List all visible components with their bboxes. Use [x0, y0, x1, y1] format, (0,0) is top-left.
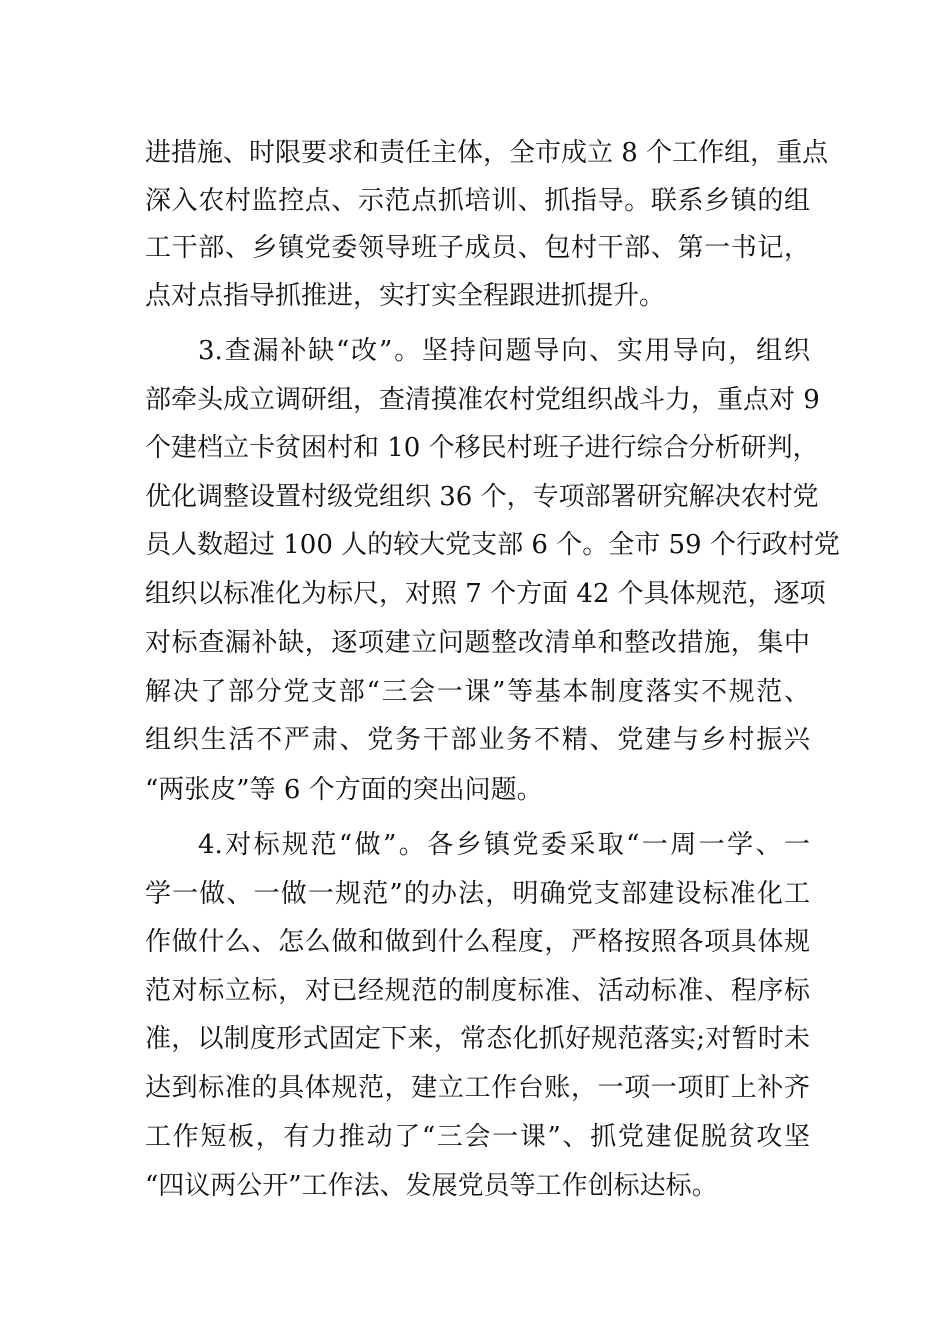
text-line: 点对点指导抓推进，实打实全程跟进抓提升。	[145, 281, 666, 311]
text-line: 员人数超过 100 人的较大党支部 6 个。全市 59 个行政村党	[145, 530, 840, 560]
text-line: 达到标准的具体规范，建立工作台账，一项一项盯上补齐	[145, 1073, 810, 1103]
text-line: 作做什么、怎么做和做到什么程度，严格按照各项具体规	[145, 927, 810, 957]
text-line: 个建档立卡贫困村和 10 个移民村班子进行综合分析研判，	[145, 433, 819, 463]
text-line: 优化调整设置村级党组织 36 个，专项部署研究解决农村党	[145, 482, 819, 512]
text-line: 工干部、乡镇党委领导班子成员、包村干部、第一书记，	[145, 233, 810, 263]
text-line: “四议两公开”工作法、发展党员等工作创标达标。	[145, 1171, 718, 1201]
text-line: 对标查漏补缺，逐项建立问题整改清单和整改措施，集中	[145, 628, 810, 658]
text-line: 部牵头成立调研组，查清摸准农村党组织战斗力，重点对 9	[145, 385, 820, 415]
text-line: “两张皮”等 6 个方面的突出问题。	[145, 775, 543, 805]
text-line: 工作短板，有力推动了“三会一课”、抓党建促脱贫攻坚	[145, 1122, 810, 1152]
text-line: 组织以标准化为标尺，对照 7 个方面 42 个具体规范，逐项	[145, 579, 826, 609]
paragraph-first-line: 3.查漏补缺“改”。坚持问题导向、实用导向，组织	[198, 336, 810, 366]
text-line: 学一做、一做一规范”的办法，明确党支部建设标准化工	[145, 879, 810, 909]
text-line: 准，以制度形式固定下来，常态化抓好规范落实;对暂时未	[145, 1024, 810, 1054]
text-line: 范对标立标，对已经规范的制度标准、活动标准、程序标	[145, 976, 810, 1006]
text-line: 解决了部分党支部“三会一课”等基本制度落实不规范、	[145, 677, 810, 707]
paragraph-first-line: 4.对标规范“做”。各乡镇党委采取“一周一学、一	[198, 830, 810, 860]
text-line: 深入农村监控点、示范点抓培训、抓指导。联系乡镇的组	[145, 186, 810, 216]
text-line: 进措施、时限要求和责任主体，全市成立 8 个工作组，重点	[145, 138, 829, 168]
text-line: 组织生活不严肃、党务干部业务不精、党建与乡村振兴	[145, 725, 810, 755]
